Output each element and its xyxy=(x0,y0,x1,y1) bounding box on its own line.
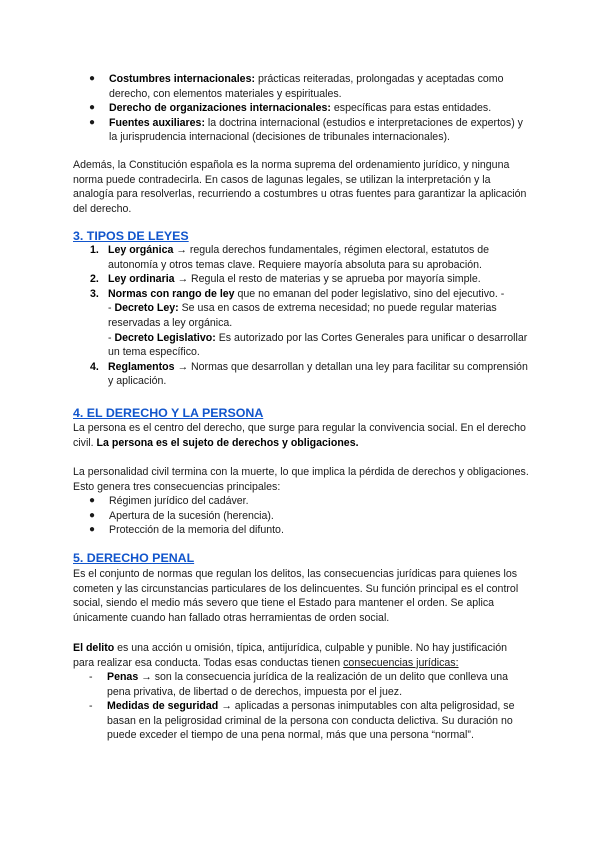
constitution-paragraph: Además, la Constitución española es la norma suprema del ordenamiento jurídico, y ninguna norma puede contradecirla. En casos de lagunas legales, se utilizan la interpretación y la analogía para resolverlas, recurriendo a costumbres u otras fuentes para garantizar la aplicación del derecho. xyxy=(73,159,527,215)
consequences-list xyxy=(73,670,531,743)
dash-icon: - xyxy=(89,700,93,713)
intro-list xyxy=(73,72,531,145)
item-text: la doctrina internacional (estudios e interpretaciones de expertos) y la jurisprudencia internacional (decisiones de tribunales internacionales). xyxy=(109,116,523,144)
item-term: Costumbres internacionales: xyxy=(109,73,255,85)
section-5-heading[interactable]: 5. DERECHO PENAL xyxy=(73,551,195,565)
list-item xyxy=(73,699,531,743)
bullet-icon: ● xyxy=(89,116,96,128)
list-item xyxy=(73,116,531,145)
section-3-heading[interactable]: 3. TIPOS DE LEYES xyxy=(73,229,189,243)
list-item xyxy=(73,272,531,287)
item-term: Reglamentos xyxy=(108,360,175,373)
item-number: 1. xyxy=(90,244,99,256)
item-text: Apertura de la sucesión (herencia). xyxy=(109,509,274,522)
list-item xyxy=(73,287,531,360)
paragraph-bold: La persona es el sujeto de derechos y obligaciones. xyxy=(96,436,359,449)
bullet-icon: ● xyxy=(89,509,96,521)
list-item xyxy=(73,670,531,699)
sub-prefix: - xyxy=(108,331,115,344)
dash-icon: - xyxy=(89,671,93,683)
item-text: → Regula el resto de materias y se aprueba por mayoría simple. xyxy=(174,273,481,286)
list-item xyxy=(73,494,531,509)
item-text: que no emanan del poder legislativo, sino del ejecutivo. - xyxy=(234,287,505,300)
section-4-heading[interactable]: 4. EL DERECHO Y LA PERSONA xyxy=(73,406,264,420)
sub-term: Decreto Legislativo: xyxy=(114,331,216,344)
sub-text: Se usa en casos de extrema necesidad; no puede regular materias reservadas a ley orgánica. xyxy=(108,302,497,329)
item-text: prácticas reiteradas, prolongadas y aceptadas como derecho, con elementos materiales y espirituales. xyxy=(109,73,504,100)
item-term: Normas con rango de ley xyxy=(108,287,235,300)
sub-item xyxy=(108,301,531,330)
item-term: Fuentes auxiliares: xyxy=(109,116,205,129)
item-term: Penas xyxy=(107,671,139,683)
section-3-list xyxy=(73,243,531,389)
item-text: → son la consecuencia jurídica de la realización de un delito que conlleva una pena privativa, de libertad o de derechos, impuesta por el juez. xyxy=(107,671,509,698)
list-item xyxy=(73,243,531,272)
section-4-paragraph-1 xyxy=(73,421,531,450)
list-item xyxy=(73,509,531,524)
list-item xyxy=(73,523,531,538)
item-text: específicas para estas entidades. xyxy=(330,102,492,115)
bullet-icon: ● xyxy=(89,495,96,506)
sub-prefix: - xyxy=(108,302,115,315)
list-item xyxy=(73,101,531,116)
item-term: Ley orgánica xyxy=(108,244,174,256)
delito-text: es una acción u omisión, típica, antijurídica, culpable y punible. No hay justificación para realizar esa conducta. Todas esas conductas tienen xyxy=(73,642,507,669)
section-5-paragraph-1: Es el conjunto de normas que regulan los delitos, las consecuencias jurídicas para quienes los cometen y las circunstancias particulares de los delincuentes. Su función principal es el control social, siendo el medio más severo que tiene el Estado para mantener el orden. Se aplica únicamente cuando han fallado otras herramientas de orden social. xyxy=(73,568,519,624)
item-text: → aplicadas a personas inimputables con alta peligrosidad, se basan en la peligrosidad criminal de la persona con conducta delictiva. Su duración no puede exceder el tiempo de una pena normal, más que una persona “normal”. xyxy=(107,700,515,742)
sub-text: Es autorizado por las Cortes Generales para unificar o desarrollar un tema específico. xyxy=(108,331,528,359)
item-term: Ley ordinaria xyxy=(108,273,175,286)
item-text: → regula derechos fundamentales, régimen electoral, estatutos de autonomía y otros temas clave. Requiere mayoría absoluta para su aprobación. xyxy=(108,244,489,271)
list-item xyxy=(73,72,531,101)
item-number: 2. xyxy=(90,273,99,286)
item-text: Protección de la memoria del difunto. xyxy=(109,524,284,537)
sub-item xyxy=(108,331,531,360)
list-item xyxy=(73,360,531,389)
sub-term: Decreto Ley: xyxy=(114,302,179,315)
item-number: 4. xyxy=(90,360,99,373)
item-text: Régimen jurídico del cadáver. xyxy=(109,495,249,507)
item-text: → Normas que desarrollan y detallan una ley para facilitar su comprensión y aplicación. xyxy=(108,360,528,388)
bullet-icon: ● xyxy=(89,73,96,84)
paragraph-text: La persona es el centro del derecho, que surge para regular la convivencia social. En el derecho civil. xyxy=(73,422,526,449)
item-term: Medidas de seguridad xyxy=(107,700,219,713)
bullet-icon: ● xyxy=(89,102,96,114)
delito-term: El delito xyxy=(73,642,115,654)
consequences-link: consecuencias jurídicas: xyxy=(343,656,459,669)
bullet-icon: ● xyxy=(89,524,96,536)
section-4-bullets xyxy=(73,494,531,538)
item-number: 3. xyxy=(90,287,99,300)
section-4-paragraph-2: La personalidad civil termina con la muerte, lo que implica la pérdida de derechos y obligaciones. Esto genera tres consecuencias principales: xyxy=(73,466,529,493)
item-term: Derecho de organizaciones internacionales: xyxy=(109,102,331,115)
delito-paragraph xyxy=(73,641,531,670)
